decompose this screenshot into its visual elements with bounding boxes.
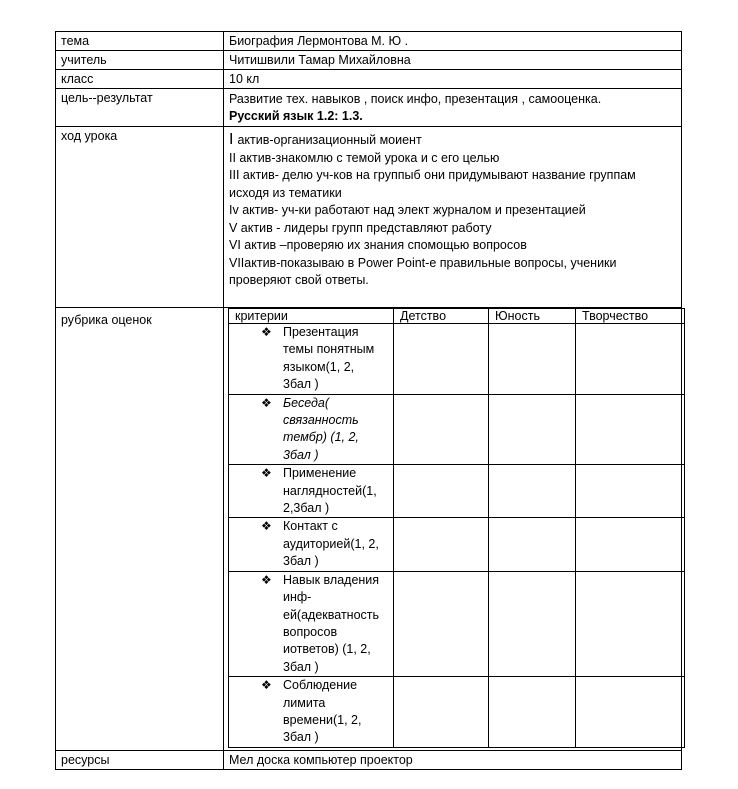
criterion-text: Навык владения инф-ей(адекватность вопросов иответов) (1, 2, 3бал ) <box>283 572 380 674</box>
rubric-criterion-row <box>229 324 685 395</box>
score-cell <box>489 394 576 465</box>
rubric-header-childhood: Детство <box>394 309 489 324</box>
rubric-header-criteria: критерии <box>229 309 394 324</box>
diamond-bullet-icon: ❖ <box>261 466 272 481</box>
criterion-cell <box>229 324 394 395</box>
score-cell <box>394 324 489 395</box>
criterion-text: Беседа( связанность тембр) (1, 2, 3бал ) <box>283 395 359 462</box>
score-cell <box>394 518 489 571</box>
lesson-step: III актив- делю уч-ков на группыб они придумывают название группам исходя из тематики <box>229 168 636 200</box>
lesson-step: II актив-знакомлю с темой урока и с его целью <box>229 150 500 165</box>
lesson-step <box>229 131 676 150</box>
topic-row <box>56 32 682 51</box>
class-label: класс <box>56 70 224 89</box>
diamond-bullet-icon: ❖ <box>261 678 272 693</box>
score-cell <box>576 465 685 518</box>
diamond-bullet-icon: ❖ <box>261 572 272 587</box>
score-cell <box>576 394 685 465</box>
diamond-bullet-icon: ❖ <box>261 519 272 534</box>
lesson-step: VIIактив-показываю в Power Point-е правильные вопросы, ученики проверяют свой ответы. <box>229 255 617 287</box>
criterion-cell <box>229 571 394 676</box>
teacher-value: Читишвили Тамар Михайловна <box>224 51 682 70</box>
lesson-row <box>56 127 682 308</box>
teacher-row <box>56 51 682 70</box>
rubric-criterion-row <box>229 465 685 518</box>
score-cell <box>394 677 489 748</box>
score-cell <box>576 571 685 676</box>
goal-label: цель--результат <box>56 89 224 127</box>
criterion-cell <box>229 518 394 571</box>
rubric-label: рубрика оценок <box>56 308 224 751</box>
rubric-table <box>228 308 685 748</box>
criterion-text: Презентация темы понятным языком(1, 2, 3бал ) <box>283 325 375 392</box>
rubric-row <box>56 308 682 751</box>
score-cell <box>394 571 489 676</box>
class-row <box>56 70 682 89</box>
topic-value: Биография Лермонтова М. Ю . <box>224 32 682 51</box>
score-cell <box>489 571 576 676</box>
criterion-cell <box>229 394 394 465</box>
rubric-header-row <box>229 309 685 324</box>
goal-value: Развитие тех. навыков , поиск инфо, презентация , самооценка. <box>229 92 602 106</box>
score-cell <box>489 465 576 518</box>
topic-label: тема <box>56 32 224 51</box>
score-cell <box>394 465 489 518</box>
score-cell <box>576 324 685 395</box>
criterion-text: Соблюдение лимита времени(1, 2, 3бал ) <box>283 678 362 745</box>
rubric-header-youth: Юность <box>489 309 576 324</box>
score-cell <box>576 518 685 571</box>
lesson-step: V актив - лидеры групп представляют работу <box>229 220 492 235</box>
score-cell <box>489 324 576 395</box>
score-cell <box>489 518 576 571</box>
criterion-cell <box>229 465 394 518</box>
step-number: I <box>229 131 234 148</box>
criterion-text: Контакт с аудиторией(1, 2, 3бал ) <box>283 519 379 569</box>
diamond-bullet-icon: ❖ <box>261 395 272 410</box>
lesson-step: VI актив –проверяю их знания спомощью вопросов <box>229 238 527 252</box>
score-cell <box>394 394 489 465</box>
goal-cell <box>224 89 682 127</box>
lesson-label: ход урока <box>56 127 224 308</box>
goal-standard: Русский язык 1.2: 1.3. <box>229 109 363 123</box>
criterion-cell <box>229 677 394 748</box>
rubric-criterion-row <box>229 394 685 465</box>
rubric-criterion-row <box>229 518 685 571</box>
score-cell <box>489 677 576 748</box>
resources-value: Мел доска компьютер проектор <box>224 750 682 769</box>
score-cell <box>576 677 685 748</box>
criterion-text: Применение наглядностей(1, 2,3бал ) <box>283 466 377 516</box>
lesson-plan-table <box>55 31 682 770</box>
resources-row <box>56 750 682 769</box>
goal-row <box>56 89 682 127</box>
rubric-criterion-row <box>229 571 685 676</box>
rubric-cell <box>224 308 682 751</box>
rubric-header-creativity: Творчество <box>576 309 685 324</box>
class-value: 10 кл <box>224 70 682 89</box>
step-text: актив-организационный моиент <box>237 133 422 147</box>
rubric-criterion-row <box>229 677 685 748</box>
diamond-bullet-icon: ❖ <box>261 325 272 339</box>
lesson-steps <box>224 127 682 308</box>
lesson-step: Iv актив- уч-ки работают над элект журналом и презентацией <box>229 203 586 217</box>
lesson-plan-document <box>55 31 682 770</box>
resources-label: ресурсы <box>56 750 224 769</box>
teacher-label: учитель <box>56 51 224 70</box>
